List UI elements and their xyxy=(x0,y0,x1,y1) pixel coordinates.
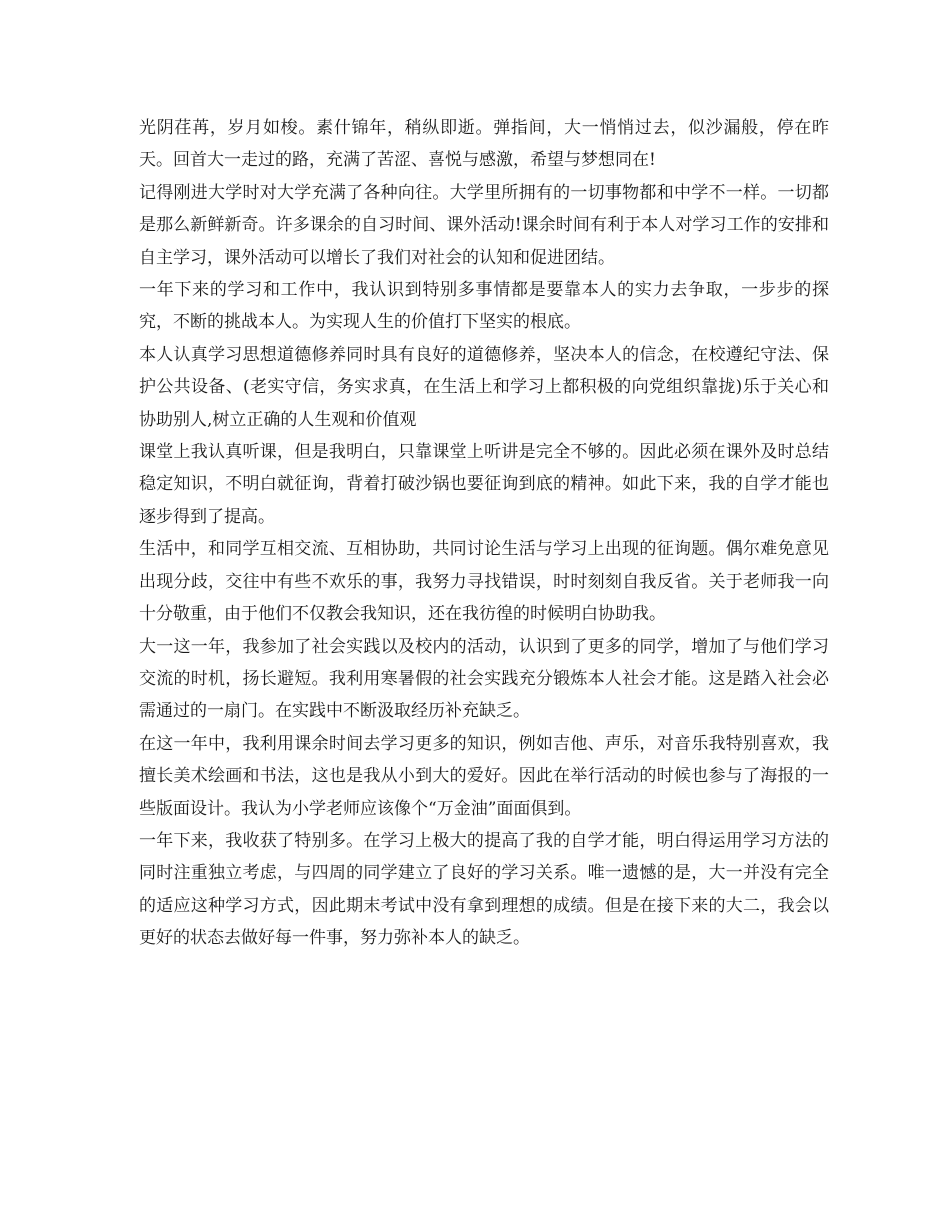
paragraph-hobbies: 在这一年中，我利用课余时间去学习更多的知识，例如吉他、声乐，对音乐我特别喜欢，我擅长美术绘画和书法，这也是我从小到大的爱好。因此在举行活动的时候也参与了海报的一些版面设计。我认为小学老师应该像个“万金油”面面俱到。 xyxy=(139,733,829,819)
paragraph-entering-university: 记得刚进大学时对大学充满了各种向往。大学里所拥有的一切事物都和中学不一样。一切都是那么新鲜新奇。许多课余的自习时间、课外活动!课余时间有利于本人对学习工作的安排和自主学习，课外活动可以增长了我们对社会的认知和促进团结。 xyxy=(139,182,829,268)
paragraph-social-practice: 大一这一年，我参加了社会实践以及校内的活动，认识到了更多的同学，增加了与他们学习交流的时机，扬长避短。我利用寒暑假的社会实践充分锻炼本人社会才能。这是踏入社会必需通过的一扇门。在实践中不断汲取经历补充缺乏。 xyxy=(139,636,829,722)
paragraph-moral-cultivation: 本人认真学习思想道德修养同时具有良好的道德修养，坚决本人的信念，在校遵纪守法、保护公共设备、(老实守信，务实求真，在生活上和学习上都积极的向党组织靠拢)乐于关心和协助别人,树立正确的人生观和价值观 xyxy=(139,344,829,430)
paragraph-daily-life: 生活中，和同学互相交流、互相协助，共同讨论生活与学习上出现的征询题。偶尔难免意见出现分歧，交往中有些不欢乐的事，我努力寻找错误，时时刻刻自我反省。关于老师我一向十分敬重，由于他们不仅教会我知识，还在我彷徨的时候明白协助我。 xyxy=(139,539,829,625)
document-body xyxy=(139,112,829,955)
paragraph-summary: 一年下来，我收获了特别多。在学习上极大的提高了我的自学才能，明白得运用学习方法的同时注重独立考虑，与四周的同学建立了良好的学习关系。唯一遗憾的是，大一并没有完全的适应这种学习方式，因此期末考试中没有拿到理想的成绩。但是在接下来的大二，我会以更好的状态去做好每一件事，努力弥补本人的缺乏。 xyxy=(139,830,829,949)
paragraph-study-and-work: 一年下来的学习和工作中，我认识到特别多事情都是要靠本人的实力去争取，一步步的探究，不断的挑战本人。为实现人生的价值打下坚实的根底。 xyxy=(139,280,829,333)
paragraph-intro: 光阴荏苒，岁月如梭。素什锦年，稍纵即逝。弹指间，大一悄悄过去，似沙漏般，停在昨天。回首大一走过的路，充满了苦涩、喜悦与感激，希望与梦想同在! xyxy=(139,118,829,171)
paragraph-classroom: 课堂上我认真听课，但是我明白，只靠课堂上听讲是完全不够的。因此必须在课外及时总结稳定知识，不明白就征询，背着打破沙锅也要征询到底的精神。如此下来，我的自学才能也逐步得到了提高。 xyxy=(139,442,829,527)
